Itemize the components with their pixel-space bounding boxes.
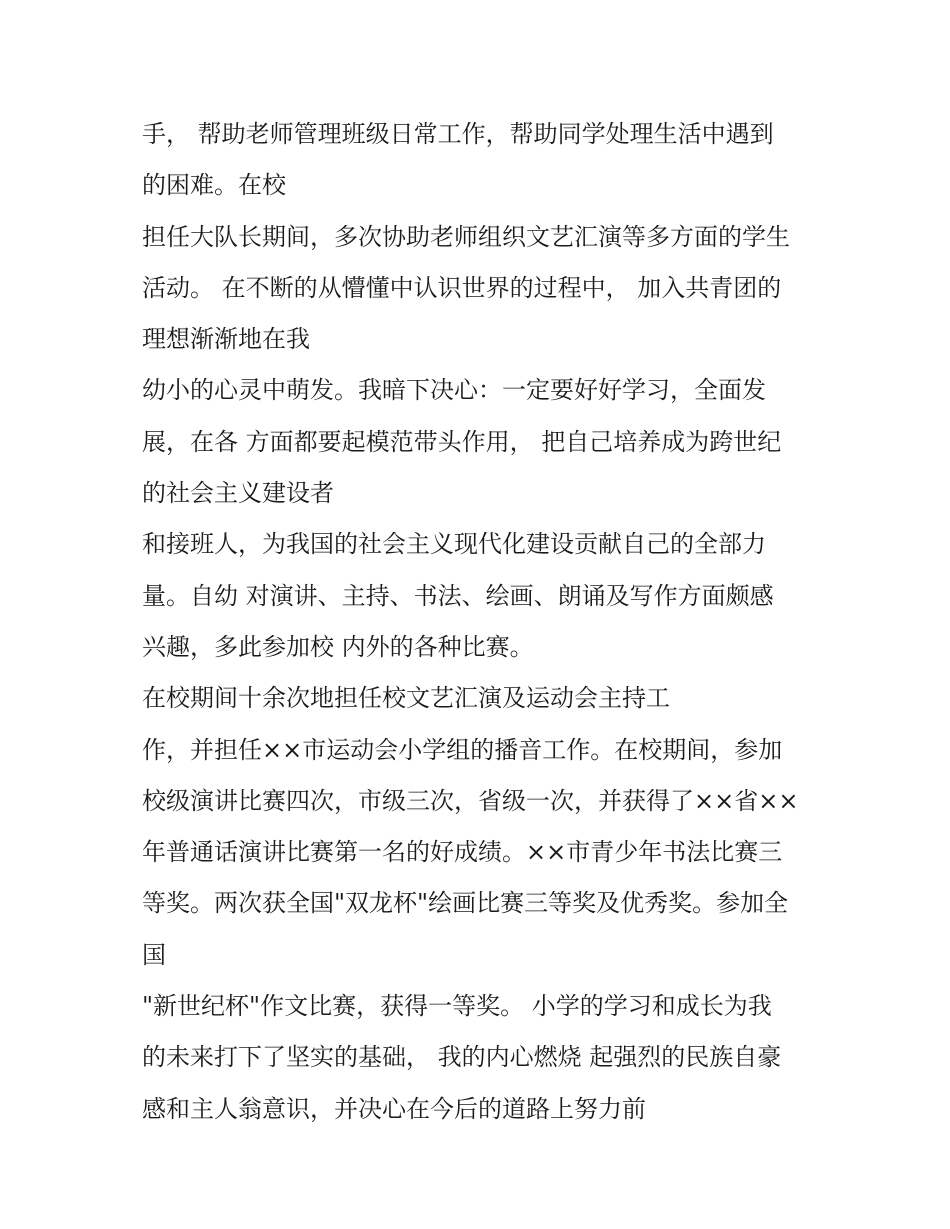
text-line: 活动。 在不断的从懵懂中认识世界的过程中， 加入共青团的	[142, 273, 782, 302]
body-text	[142, 109, 832, 1135]
text-line: 展，在各 方面都要起模范带头作用， 把自己培养成为跨世纪	[142, 427, 782, 456]
text-line: 担任大队长期间，多次协助老师组织文艺汇演等多方面的学生	[142, 222, 790, 251]
text-line: 在校期间十余次地担任校文艺汇演及运动会主持工	[142, 684, 670, 713]
text-line: 校级演讲比赛四次，市级三次，省级一次，并获得了××省××	[142, 786, 799, 815]
text-line: 的困难。在校	[142, 171, 286, 200]
text-line: 年普通话演讲比赛第一名的好成绩。××市青少年书法比赛三	[142, 838, 783, 867]
text-line: 作，并担任××市运动会小学组的播音工作。在校期间，参加	[142, 735, 783, 764]
text-line: "新世纪杯"作文比赛，获得一等奖。 小学的学习和成长为我	[142, 992, 772, 1021]
text-line: 幼小的心灵中萌发。我暗下决心：一定要好好学习，全面发	[142, 376, 766, 405]
text-line: 的未来打下了坚实的基础， 我的内心燃烧 起强烈的民族自豪	[142, 1043, 782, 1072]
text-line: 的社会主义建设者	[142, 479, 334, 508]
text-line: 等奖。两次获全国"双龙杯"绘画比赛三等奖及优秀奖。参加全	[142, 889, 789, 918]
text-line: 国	[142, 940, 166, 969]
text-line: 兴趣，多此参加校 内外的各种比赛。	[142, 632, 534, 661]
text-line: 和接班人，为我国的社会主义现代化建设贡献自己的全部力	[142, 530, 766, 559]
text-line: 手， 帮助老师管理班级日常工作，帮助同学处理生活中遇到	[142, 120, 774, 148]
text-line: 感和主人翁意识，并决心在今后的道路上努力前	[142, 1094, 646, 1123]
text-line: 量。自幼 对演讲、主持、书法、绘画、朗诵及写作方面颇感	[142, 581, 774, 610]
text-line: 理想渐渐地在我	[142, 325, 310, 354]
